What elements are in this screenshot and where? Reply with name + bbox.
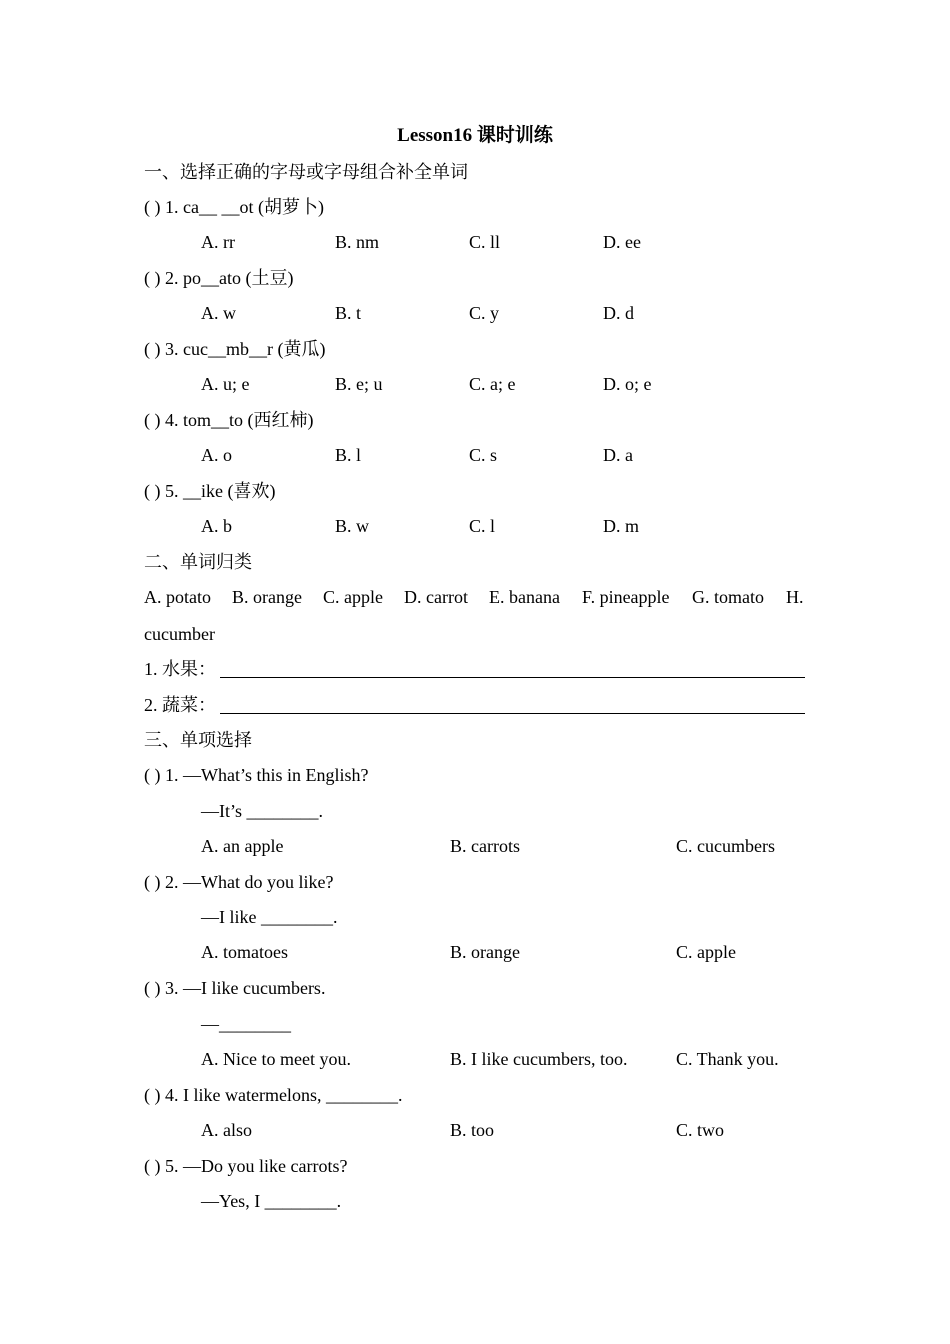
s1-q4-option-b: B. l <box>335 445 362 465</box>
s1-q2-stem: ( ) 2. po__ato (土豆) <box>144 268 294 288</box>
s1-q2-option-b: B. t <box>335 303 362 323</box>
word-d: D. carrot <box>404 587 468 607</box>
s1-q5-option-b: B. w <box>335 516 370 536</box>
word-g: G. tomato <box>692 587 764 607</box>
word-f: F. pineapple <box>582 587 670 607</box>
s3-q1-option-b: B. carrots <box>450 836 520 856</box>
s1-q1-option-a: A. rr <box>201 232 235 252</box>
s1-q5-option-c: C. l <box>469 516 496 536</box>
s3-q3-option-c: C. Thank you. <box>676 1049 779 1069</box>
s3-q1-reply: —It’s ________. <box>201 801 324 821</box>
category-veg-blank[interactable] <box>220 713 805 714</box>
section2-heading: 二、单词归类 <box>144 552 252 572</box>
s3-q3-stem: ( ) 3. —I like cucumbers. <box>144 978 326 998</box>
s3-q2-option-c: C. apple <box>676 942 736 962</box>
word-a: A. potato <box>144 587 211 607</box>
s1-q3-stem: ( ) 3. cuc__mb__r (黄瓜) <box>144 339 326 359</box>
word-b: B. orange <box>232 587 302 607</box>
category-fruit-blank[interactable] <box>220 677 805 678</box>
s3-q2-option-b: B. orange <box>450 942 520 962</box>
s3-q2-reply: —I like ________. <box>201 907 338 927</box>
s1-q3-option-d: D. o; e <box>603 374 652 394</box>
s3-q1-stem: ( ) 1. —What’s this in English? <box>144 765 369 785</box>
s3-q3-option-a: A. Nice to meet you. <box>201 1049 351 1069</box>
s1-q2-option-c: C. y <box>469 303 500 323</box>
s1-q2-option-d: D. d <box>603 303 634 323</box>
s3-q5-stem: ( ) 5. —Do you like carrots? <box>144 1156 348 1176</box>
s1-q5-option-a: A. b <box>201 516 232 536</box>
s1-q3-option-b: B. e; u <box>335 374 383 394</box>
page-title: Lesson16 课时训练 <box>397 125 553 146</box>
s1-q1-option-c: C. ll <box>469 232 501 252</box>
word-h: H. <box>786 587 804 607</box>
s3-q1-option-c: C. cucumbers <box>676 836 775 856</box>
s1-q2-option-a: A. w <box>201 303 236 323</box>
s3-q2-stem: ( ) 2. —What do you like? <box>144 872 334 892</box>
s3-q5-reply: —Yes, I ________. <box>201 1191 342 1211</box>
category-fruit-label: 1. 水果： <box>144 659 216 679</box>
s1-q1-option-d: D. ee <box>603 232 641 252</box>
s3-q4-option-b: B. too <box>450 1120 495 1140</box>
category-veg-label: 2. 蔬菜： <box>144 695 216 715</box>
s1-q5-option-d: D. m <box>603 516 639 536</box>
s1-q4-option-d: D. a <box>603 445 633 465</box>
section3-heading: 三、单项选择 <box>144 730 252 750</box>
word-h-cont: cucumber <box>144 624 215 644</box>
s1-q1-option-b: B. nm <box>335 232 380 252</box>
s1-q1-stem: ( ) 1. ca__ __ot (胡萝卜) <box>144 197 324 217</box>
s1-q4-option-a: A. o <box>201 445 232 465</box>
s3-q1-option-a: A. an apple <box>201 836 284 856</box>
word-c: C. apple <box>323 587 383 607</box>
s3-q3-option-b: B. I like cucumbers, too. <box>450 1049 628 1069</box>
s3-q4-option-a: A. also <box>201 1120 252 1140</box>
s3-q4-option-c: C. two <box>676 1120 725 1140</box>
word-e: E. banana <box>489 587 560 607</box>
s1-q5-stem: ( ) 5. __ike (喜欢) <box>144 481 276 501</box>
s3-q2-option-a: A. tomatoes <box>201 942 288 962</box>
s3-q4-stem: ( ) 4. I like watermelons, ________. <box>144 1085 403 1105</box>
s1-q4-option-c: C. s <box>469 445 498 465</box>
s1-q3-option-a: A. u; e <box>201 374 250 394</box>
section1-heading: 一、选择正确的字母或字母组合补全单词 <box>144 162 468 182</box>
s1-q3-option-c: C. a; e <box>469 374 516 394</box>
s3-q3-reply: —________ <box>201 1014 291 1034</box>
s1-q4-stem: ( ) 4. tom__to (西红柿) <box>144 410 314 430</box>
